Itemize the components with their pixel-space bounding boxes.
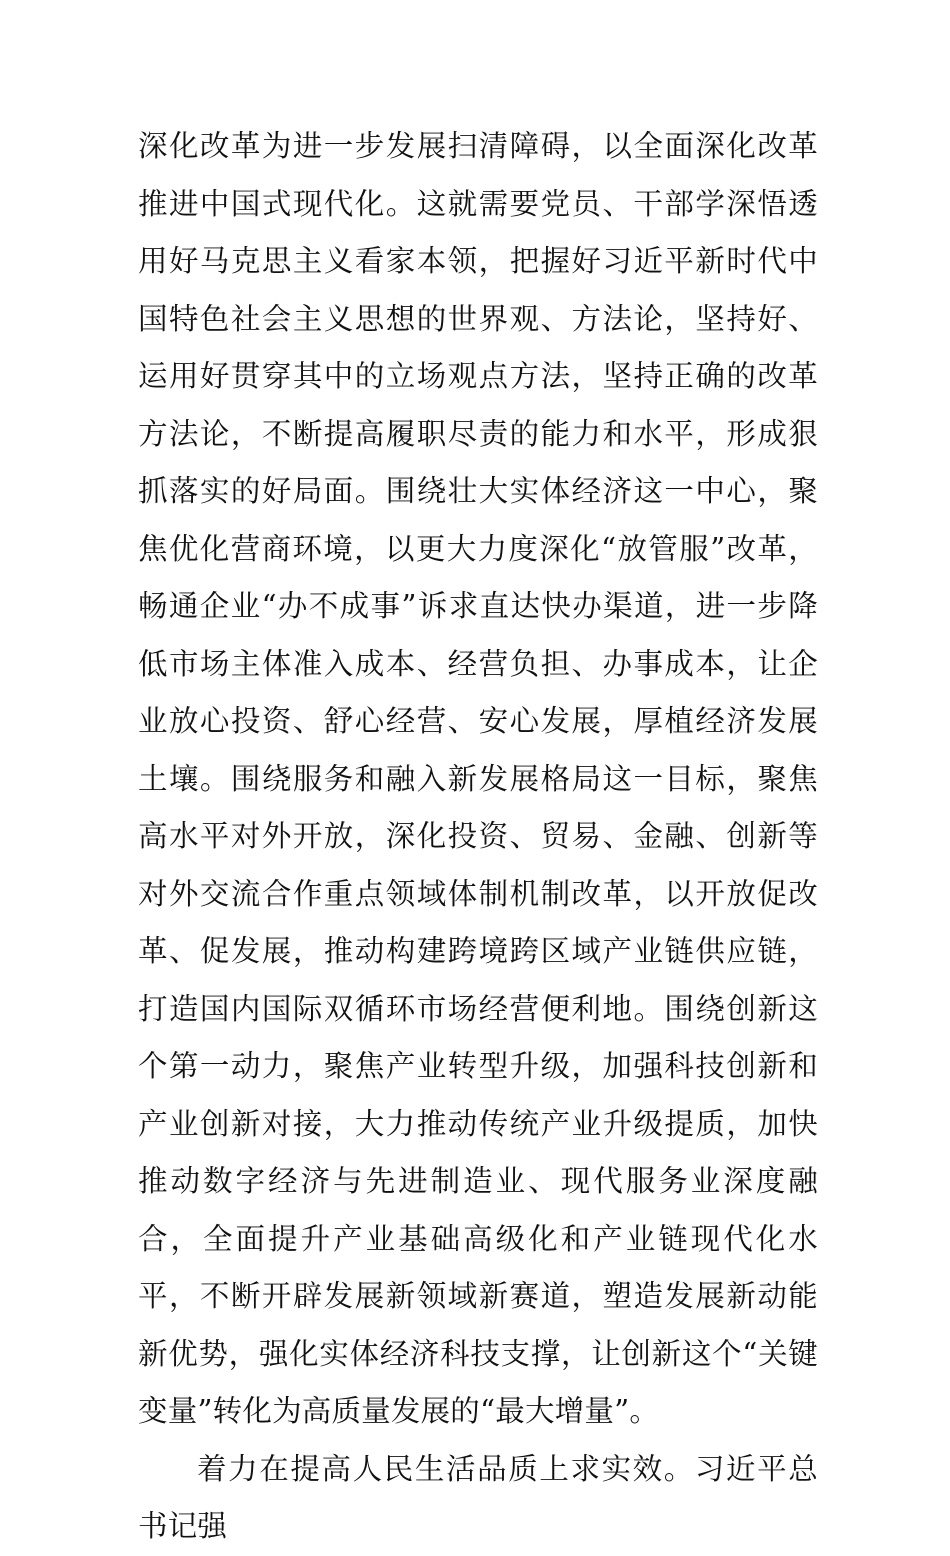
paragraph-2: 着力在提高人民生活品质上求实效。习近平总书记强 <box>138 1451 818 1543</box>
document-body <box>138 118 818 1556</box>
paragraph-1: 深化改革为进一步发展扫清障碍，以全面深化改革推进中国式现代化。这就需要党员、干部学深悟透用好马克思主义看家本领，把握好习近平新时代中国特色社会主义思想的世界观、方法论，坚持好、运用好贯穿其中的立场观点方法，坚持正确的改革方法论，不断提高履职尽责的能力和水平，形成狠抓落实的好局面。围绕壮大实体经济这一中心，聚焦优化营商环境，以更大力度深化“放管服”改革，畅通企业“办不成事”诉求直达快办渠道，进一步降低市场主体准入成本、经营负担、办事成本，让企业放心投资、舒心经营、安心发展，厚植经济发展土壤。围绕服务和融入新发展格局这一目标，聚焦高水平对外开放，深化投资、贸易、金融、创新等对外交流合作重点领域体制机制改革，以开放促改革、促发展，推动构建跨境跨区域产业链供应链，打造国内国际双循环市场经营便利地。围绕创新这个第一动力，聚焦产业转型升级，加强科技创新和产业创新对接，大力推动传统产业升级提质，加快推动数字经济与先进制造业、现代服务业深度融合，全面提升产业基础高级化和产业链现代化水平，不断开辟发展新领域新赛道，塑造发展新动能新优势，强化实体经济科技支撑，让创新这个“关键变量”转化为高质量发展的“最大增量”。 <box>138 129 818 1428</box>
